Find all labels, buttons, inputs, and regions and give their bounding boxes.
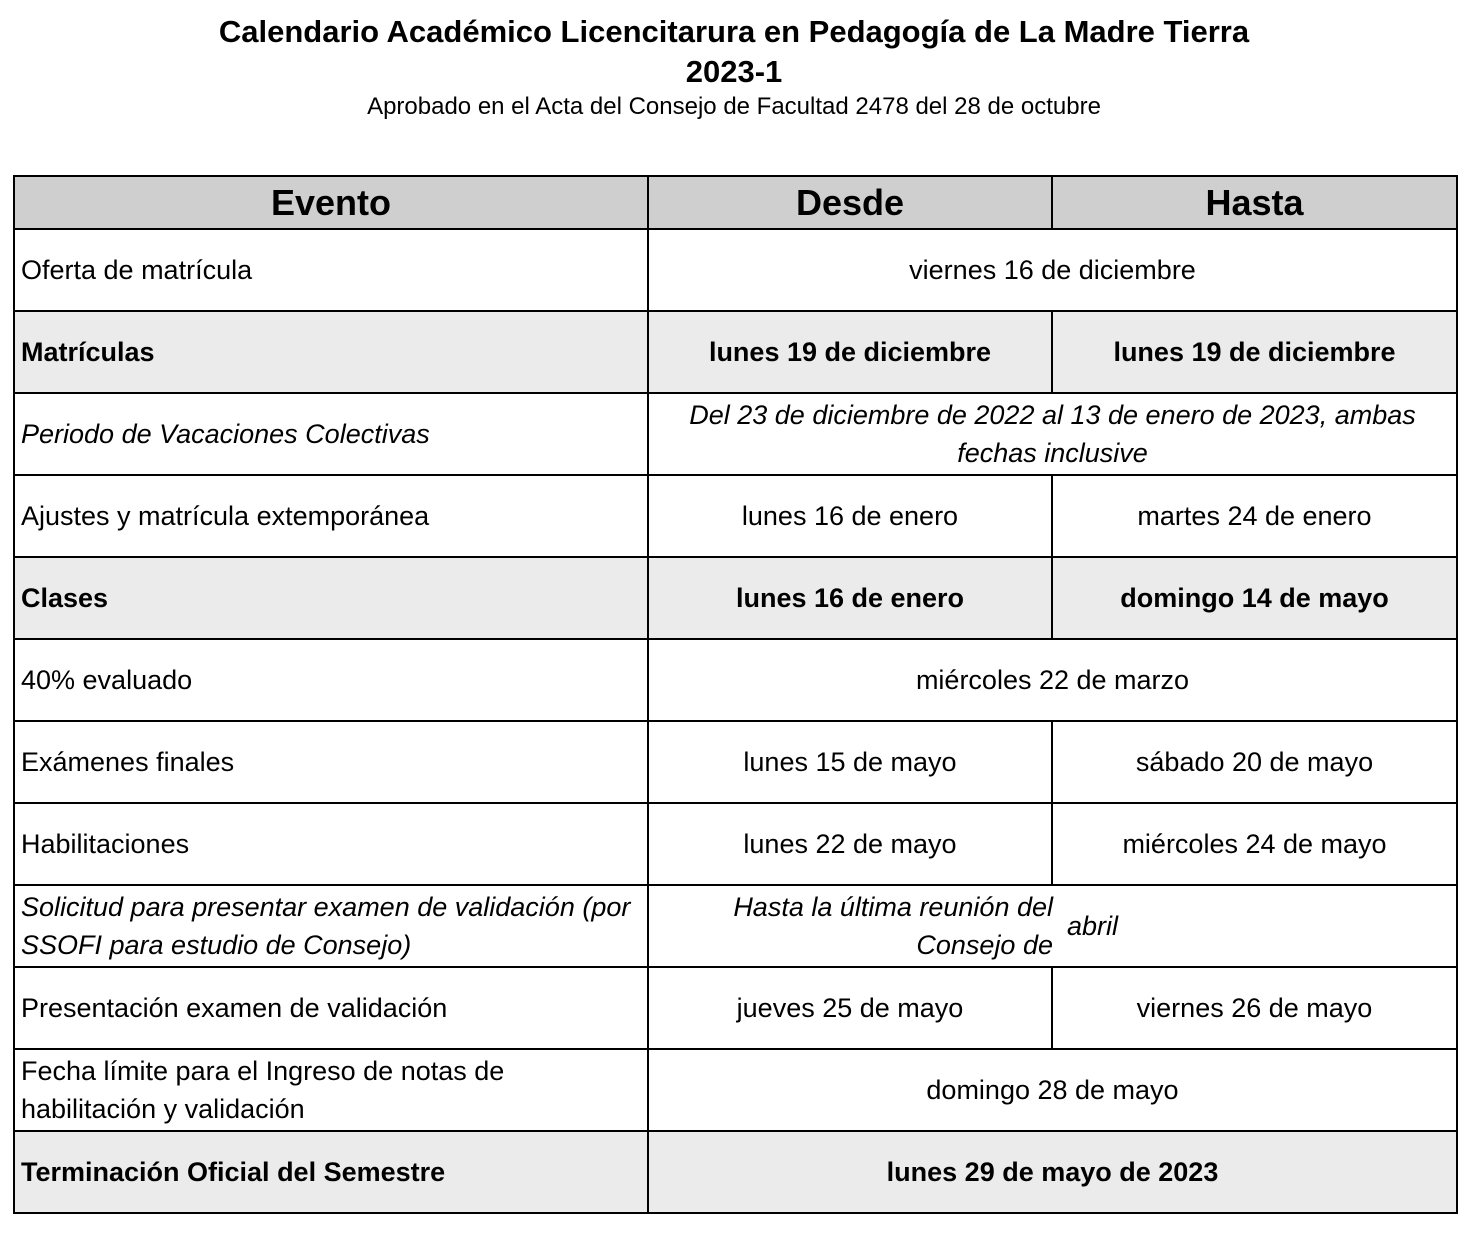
event-cell: Solicitud para presentar examen de validación (por SSOFI para estudio de Consejo): [14, 885, 648, 967]
end-date-cell: martes 24 de enero: [1052, 475, 1457, 557]
table-row: [14, 557, 1457, 639]
end-date-cell: domingo 14 de mayo: [1052, 557, 1457, 639]
document-header: [0, 12, 1468, 122]
column-header-evento: Evento: [14, 176, 648, 229]
table-row: [14, 721, 1457, 803]
end-date-cell: miércoles 24 de mayo: [1052, 803, 1457, 885]
table-row: [14, 803, 1457, 885]
event-cell: Ajustes y matrícula extemporánea: [14, 475, 648, 557]
start-date-cell: lunes 16 de enero: [648, 557, 1052, 639]
end-date-cell: sábado 20 de mayo: [1052, 721, 1457, 803]
date-cell: Del 23 de diciembre de 2022 al 13 de enero de 2023, ambas fechas inclusive: [648, 393, 1457, 475]
start-date-cell: lunes 22 de mayo: [648, 803, 1052, 885]
event-cell: 40% evaluado: [14, 639, 648, 721]
date-cell: miércoles 22 de marzo: [648, 639, 1457, 721]
date-cell: viernes 16 de diciembre: [648, 229, 1457, 311]
event-cell: Fecha límite para el Ingreso de notas de habilitación y validación: [14, 1049, 648, 1131]
event-cell: Presentación examen de validación: [14, 967, 648, 1049]
start-date-cell: lunes 16 de enero: [648, 475, 1052, 557]
event-cell: Periodo de Vacaciones Colectivas: [14, 393, 648, 475]
table-row: [14, 475, 1457, 557]
event-cell: Exámenes finales: [14, 721, 648, 803]
end-date-cell: lunes 19 de diciembre: [1052, 311, 1457, 393]
date-text-right: abril: [1067, 911, 1119, 941]
document-title: Calendario Académico Licencitarura en Pedagogía de La Madre Tierra: [218, 14, 1250, 49]
column-header-desde: Desde: [648, 176, 1052, 229]
event-cell: Oferta de matrícula: [14, 229, 648, 311]
event-cell: Matrículas: [14, 311, 648, 393]
date-cell: lunes 29 de mayo de 2023: [648, 1131, 1457, 1213]
table-row: [14, 1049, 1457, 1131]
date-cell: domingo 28 de mayo: [648, 1049, 1457, 1131]
table-row: [14, 885, 1457, 967]
document-period: 2023-1: [685, 54, 783, 89]
table-row: [14, 967, 1457, 1049]
end-date-cell: viernes 26 de mayo: [1052, 967, 1457, 1049]
event-cell: Habilitaciones: [14, 803, 648, 885]
start-date-cell: jueves 25 de mayo: [648, 967, 1052, 1049]
date-cell: [648, 885, 1457, 967]
column-header-hasta: Hasta: [1052, 176, 1457, 229]
date-text-left: Hasta la última reunión del Consejo de: [733, 892, 1053, 960]
table-row: [14, 311, 1457, 393]
table-row: [14, 393, 1457, 475]
start-date-cell: lunes 15 de mayo: [648, 721, 1052, 803]
start-date-cell: lunes 19 de diciembre: [648, 311, 1052, 393]
table-row: [14, 1131, 1457, 1213]
approval-note: Aprobado en el Acta del Consejo de Facultad 2478 del 28 de octubre: [367, 93, 1101, 120]
table-row: [14, 639, 1457, 721]
table-row: [14, 229, 1457, 311]
event-cell: Terminación Oficial del Semestre: [14, 1131, 648, 1213]
academic-calendar-table: [13, 175, 1458, 1214]
table-header-row: [14, 176, 1457, 229]
event-cell: Clases: [14, 557, 648, 639]
